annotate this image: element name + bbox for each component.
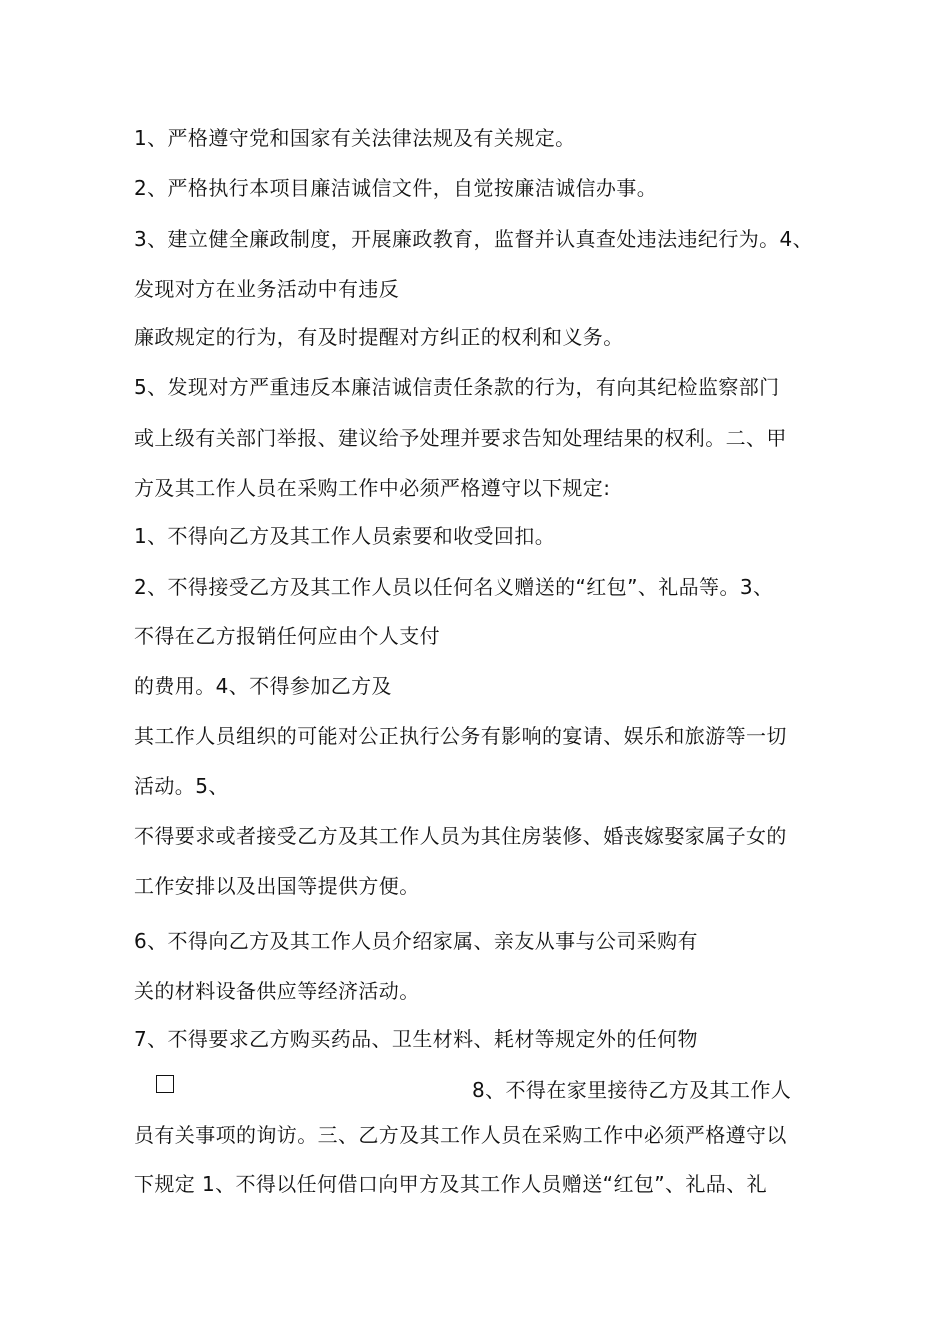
text-line-19: 7、不得要求乙方购买药品、卫生材料、耗材等规定外的任何物	[134, 1027, 698, 1051]
text-line-9: 1、不得向乙方及其工作人员索要和收受回扣。	[134, 524, 556, 548]
text-line-3: 3、建立健全廉政制度，开展廉政教育，监督并认真查处违法违纪行为。4、	[134, 227, 814, 251]
text-line-13: 其工作人员组织的可能对公正执行公务有影响的宴请、娱乐和旅游等一切	[134, 724, 787, 748]
text-line-1: 1、严格遵守党和国家有关法律法规及有关规定。	[134, 126, 576, 150]
text-line-2: 2、严格执行本项目廉洁诚信文件，自觉按廉洁诚信办事。	[134, 176, 658, 200]
empty-box-icon	[156, 1075, 174, 1093]
text-line-21: 员有关事项的询访。三、乙方及其工作人员在采购工作中必须严格遵守以	[134, 1123, 787, 1147]
text-line-8: 方及其工作人员在采购工作中必须严格遵守以下规定:	[134, 476, 611, 500]
text-line-20: 8、不得在家里接待乙方及其工作人	[472, 1078, 792, 1102]
text-line-14: 活动。5、	[134, 774, 229, 798]
text-line-22: 下规定 1、不得以任何借口向甲方及其工作人员赠送“红包”、礼品、礼	[134, 1172, 768, 1196]
text-line-18: 关的材料设备供应等经济活动。	[134, 979, 420, 1003]
text-line-12: 的费用。4、不得参加乙方及	[134, 674, 392, 698]
text-line-11: 不得在乙方报销任何应由个人支付	[134, 624, 440, 648]
text-line-6: 5、发现对方严重违反本廉洁诚信责任条款的行为，有向其纪检监察部门	[134, 375, 780, 399]
text-line-7: 或上级有关部门举报、建议给予处理并要求告知处理结果的权利。二、甲	[134, 426, 787, 450]
text-line-16: 工作安排以及出国等提供方便。	[134, 874, 420, 898]
text-line-15: 不得要求或者接受乙方及其工作人员为其住房装修、婚丧嫁娶家属子女的	[134, 824, 787, 848]
text-line-17: 6、不得向乙方及其工作人员介绍家属、亲友从事与公司采购有	[134, 929, 698, 953]
text-line-5: 廉政规定的行为，有及时提醒对方纠正的权利和义务。	[134, 325, 624, 349]
text-line-10: 2、不得接受乙方及其工作人员以任何名义赠送的“红包”、礼品等。3、	[134, 575, 774, 599]
text-line-4: 发现对方在业务活动中有违反	[134, 277, 400, 301]
